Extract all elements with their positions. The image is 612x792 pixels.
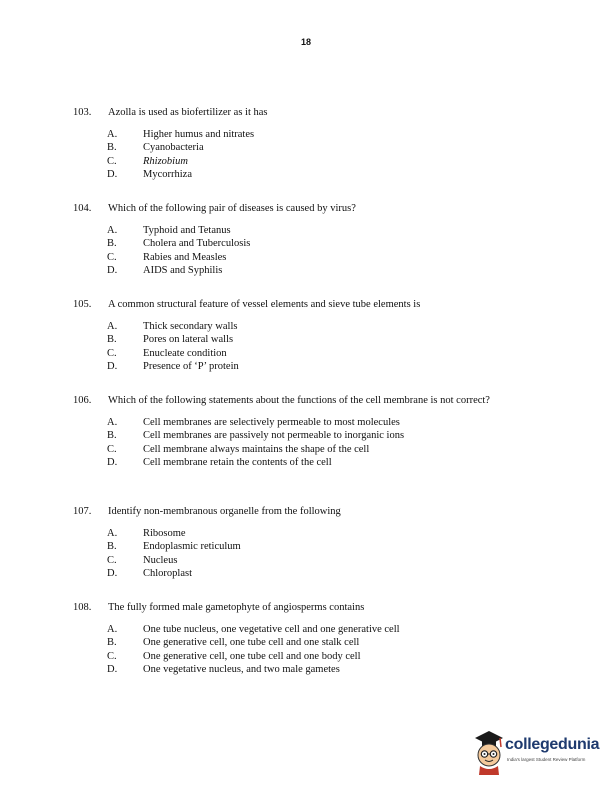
option-text: Cholera and Tuberculosis: [143, 238, 251, 249]
option-b: [107, 429, 543, 443]
options-list: [107, 623, 543, 677]
option-letter: B.: [107, 637, 117, 648]
question-number: 104.: [73, 203, 92, 214]
question-106: [73, 394, 543, 470]
option-letter: C.: [107, 443, 117, 455]
question-108: [73, 601, 543, 677]
option-c: [107, 155, 543, 169]
option-letter: A.: [107, 320, 118, 332]
option-d: [107, 663, 543, 677]
option-text: Higher humus and nitrates: [143, 128, 255, 140]
option-b: [107, 141, 543, 155]
mascot-icon: [472, 727, 506, 775]
question-number: 107.: [73, 506, 92, 517]
option-letter: C.: [107, 554, 117, 566]
option-text: One vegetative nucleus, and two male gametes: [143, 664, 340, 675]
option-letter: A.: [107, 416, 118, 428]
option-text: Cell membrane always maintains the shape of the cell: [143, 443, 370, 455]
option-a: [107, 320, 543, 334]
option-d: [107, 168, 543, 182]
question-text: The fully formed male gametophyte of angiosperms contains: [108, 602, 365, 613]
option-letter: B.: [107, 238, 117, 249]
option-letter: B.: [107, 334, 117, 345]
question-number: 108.: [73, 602, 92, 613]
option-letter: D.: [107, 457, 118, 468]
option-a: [107, 224, 543, 238]
options-list: [107, 224, 543, 278]
option-c: [107, 650, 543, 664]
option-text: Chloroplast: [143, 568, 192, 579]
question-number: 103.: [73, 107, 92, 118]
question-107: [73, 505, 543, 581]
option-letter: D.: [107, 568, 118, 579]
option-text: Nucleus: [143, 554, 178, 566]
logo-name: collegedunia: [505, 736, 600, 753]
option-text: Pores on lateral walls: [143, 334, 234, 345]
option-a: [107, 416, 543, 430]
option-letter: B.: [107, 541, 117, 552]
question-105: [73, 298, 543, 374]
option-a: [107, 128, 543, 142]
option-text: Presence of ‘P’ protein: [143, 361, 239, 372]
option-text: Cell membrane retain the contents of the cell: [143, 457, 332, 468]
options-list: [107, 320, 543, 374]
option-d: [107, 456, 543, 470]
question-104: [73, 202, 543, 278]
option-b: [107, 333, 543, 347]
options-list: [107, 128, 543, 182]
question-number: 106.: [73, 395, 92, 406]
option-c: [107, 251, 543, 265]
option-a: [107, 527, 543, 541]
option-letter: C.: [107, 251, 117, 263]
option-letter: B.: [107, 142, 117, 153]
option-text: Typhoid and Tetanus: [143, 224, 231, 236]
question-number: 105.: [73, 299, 92, 310]
options-list: [107, 416, 543, 470]
option-letter: C.: [107, 347, 117, 359]
option-d: [107, 567, 543, 581]
option-letter: C.: [107, 155, 117, 167]
option-letter: D.: [107, 361, 118, 372]
option-letter: A.: [107, 527, 118, 539]
option-text: Rhizobium: [143, 155, 188, 167]
question-text: Azolla is used as biofertilizer as it has: [108, 107, 268, 118]
question-text: Which of the following pair of diseases is caused by virus?: [108, 203, 356, 214]
option-text: One generative cell, one tube cell and one body cell: [143, 650, 361, 662]
option-text: Cell membranes are passively not permeable to inorganic ions: [143, 430, 405, 441]
question-103: [73, 106, 543, 182]
option-text: Cell membranes are selectively permeable to most molecules: [143, 416, 400, 428]
option-letter: D.: [107, 265, 118, 276]
option-letter: D.: [107, 664, 118, 675]
question-text: A common structural feature of vessel elements and sieve tube elements is: [108, 299, 421, 310]
option-letter: A.: [107, 128, 118, 140]
option-b: [107, 636, 543, 650]
option-d: [107, 264, 543, 278]
question-text: Which of the following statements about the functions of the cell membrane is not correct?: [108, 395, 490, 406]
collegedunia-logo: [472, 727, 612, 777]
option-text: Endoplasmic reticulum: [143, 541, 241, 552]
option-text: Mycorrhiza: [143, 169, 192, 180]
option-c: [107, 347, 543, 361]
option-letter: A.: [107, 623, 118, 635]
option-c: [107, 443, 543, 457]
option-text: Cyanobacteria: [143, 142, 204, 153]
option-letter: C.: [107, 650, 117, 662]
option-text: Enucleate condition: [143, 347, 227, 359]
page-number: 18: [300, 37, 311, 47]
option-text: Ribosome: [143, 527, 186, 539]
option-letter: B.: [107, 430, 117, 441]
question-text: Identify non-membranous organelle from the following: [108, 506, 341, 517]
logo-tagline: India's largest Student Review Platform: [507, 757, 586, 762]
option-a: [107, 623, 543, 637]
option-b: [107, 237, 543, 251]
options-list: [107, 527, 543, 581]
option-text: One tube nucleus, one vegetative cell and one generative cell: [143, 623, 400, 635]
option-letter: D.: [107, 169, 118, 180]
option-text: AIDS and Syphilis: [143, 265, 223, 276]
option-text: Thick secondary walls: [143, 320, 238, 332]
option-d: [107, 360, 543, 374]
option-letter: A.: [107, 224, 118, 236]
option-b: [107, 540, 543, 554]
option-c: [107, 554, 543, 568]
option-text: One generative cell, one tube cell and one stalk cell: [143, 637, 360, 648]
option-text: Rabies and Measles: [143, 251, 227, 263]
